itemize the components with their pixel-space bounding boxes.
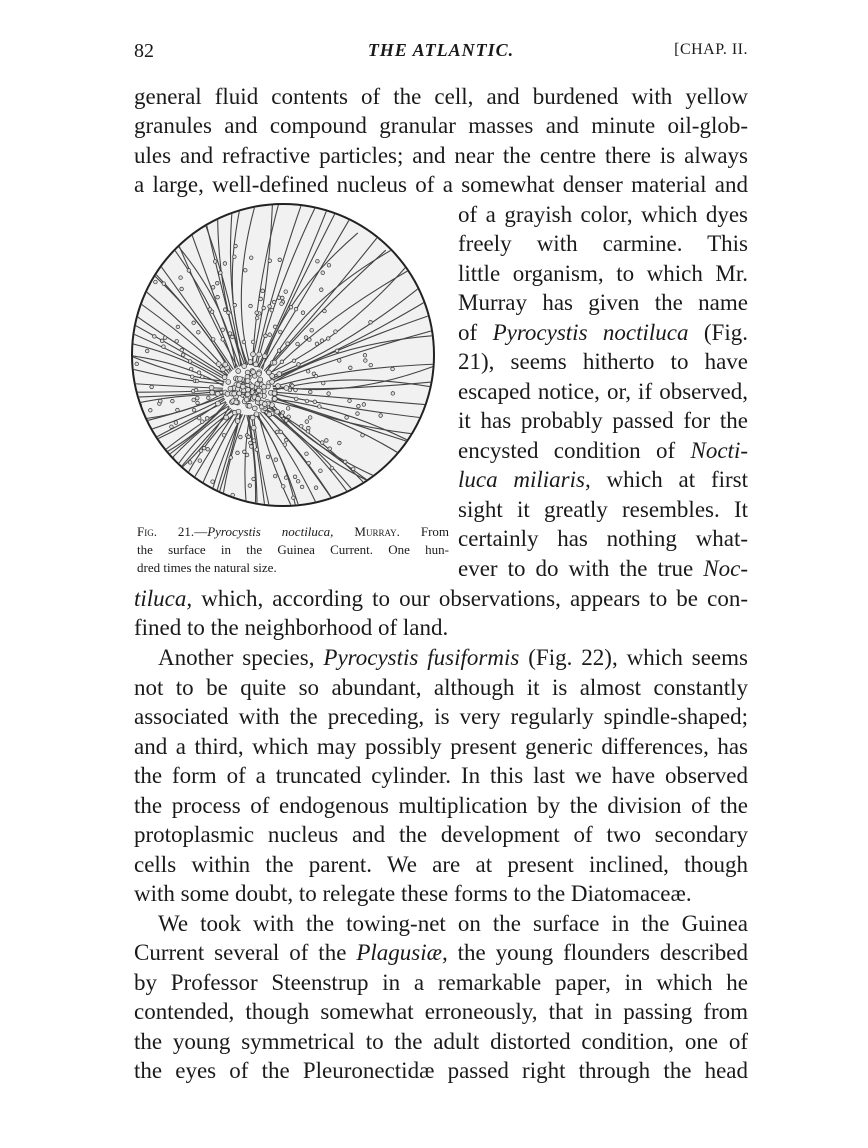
granule-dot xyxy=(321,271,325,275)
granule-dot xyxy=(145,349,149,353)
granule-dot xyxy=(294,388,298,392)
granule-dot xyxy=(255,316,259,320)
granule-dot xyxy=(151,480,155,484)
granule-dot xyxy=(369,363,373,367)
granule-dot xyxy=(135,362,139,366)
granule-dot xyxy=(318,405,322,409)
granule-dot xyxy=(255,448,259,452)
granule-dot xyxy=(289,305,293,309)
granule-dot xyxy=(328,447,332,451)
granule-dot xyxy=(253,362,258,367)
granule-dot xyxy=(379,414,383,418)
granule-dot xyxy=(294,307,298,311)
granule-dot xyxy=(187,269,191,273)
text-line: We took with the towing-net on the surface in the Guinea xyxy=(158,911,748,936)
granule-dot xyxy=(363,353,367,357)
granule-dot xyxy=(215,392,220,397)
granule-dot xyxy=(284,419,288,423)
granule-dot xyxy=(308,416,312,420)
granule-dot xyxy=(308,338,312,342)
granule-dot xyxy=(266,455,270,459)
granule-dot xyxy=(320,339,324,343)
granule-dot xyxy=(284,386,289,391)
granule-dot xyxy=(323,309,327,313)
granule-dot xyxy=(275,409,280,414)
granule-dot xyxy=(315,342,319,346)
granule-dot xyxy=(252,406,257,411)
text-line: the eyes of the Pleuronectidæ passed right through the head xyxy=(134,1058,748,1083)
granule-dot xyxy=(209,385,214,390)
granule-dot xyxy=(219,271,223,275)
granule-dot xyxy=(234,244,238,248)
granule-dot xyxy=(236,369,241,374)
granule-dot xyxy=(149,408,153,412)
text-line: certainly has nothing what- xyxy=(458,526,748,551)
granule-dot xyxy=(281,411,285,415)
granule-dot xyxy=(171,399,175,403)
granule-dot xyxy=(249,256,253,260)
granule-dot xyxy=(255,311,259,315)
granule-dot xyxy=(281,485,285,489)
granule-dot xyxy=(251,340,255,344)
text-line: ever to do with the true Noc- xyxy=(458,556,748,581)
granule-dot xyxy=(307,426,311,430)
text-line: cells within the parent. We are at present inclined, though xyxy=(134,852,748,877)
granule-dot xyxy=(262,306,266,310)
granule-dot xyxy=(229,456,233,460)
granule-dot xyxy=(197,371,201,375)
granule-dot xyxy=(160,339,164,343)
granule-dot xyxy=(206,447,210,451)
granule-dot xyxy=(292,359,296,363)
text-line: ules and refractive particles; and near the centre there is always xyxy=(134,143,748,168)
granule-dot xyxy=(239,435,243,439)
granule-dot xyxy=(277,372,282,377)
granule-dot xyxy=(242,364,247,369)
caption-line: the surface in the Guinea Current. One hun- xyxy=(137,542,449,557)
granule-dot xyxy=(190,375,194,379)
granule-dot xyxy=(348,399,352,403)
granule-dot xyxy=(305,452,309,456)
granule-dot xyxy=(262,402,267,407)
granule-dot xyxy=(159,399,163,403)
granule-dot xyxy=(228,386,233,391)
chapter-label: [CHAP. II. xyxy=(674,41,748,58)
text-line: granules and compound granular masses and minute oil-glob- xyxy=(134,113,748,138)
granule-dot xyxy=(261,289,265,293)
granule-dot xyxy=(176,408,180,412)
granule-dot xyxy=(273,325,277,329)
granule-dot xyxy=(188,360,192,364)
granule-dot xyxy=(259,297,263,301)
text-line: it has probably passed for the xyxy=(458,408,748,433)
granule-dot xyxy=(268,305,272,309)
granule-dot xyxy=(252,477,256,481)
granule-dot xyxy=(264,334,268,338)
granule-dot xyxy=(163,336,167,340)
granule-dot xyxy=(294,397,298,401)
granule-dot xyxy=(192,321,196,325)
granule-dot xyxy=(286,407,290,411)
granule-dot xyxy=(216,295,220,299)
granule-dot xyxy=(391,392,395,396)
granule-dot xyxy=(356,412,360,416)
granule-dot xyxy=(233,303,237,307)
granule-dot xyxy=(207,396,211,400)
granule-dot xyxy=(174,421,178,425)
granule-dot xyxy=(194,388,198,392)
granule-dot xyxy=(251,425,256,430)
pyrocystis-illustration-icon xyxy=(128,200,438,510)
granule-dot xyxy=(202,446,206,450)
granule-dot xyxy=(131,442,135,446)
granule-dot xyxy=(216,362,221,367)
granule-dot xyxy=(208,308,212,312)
granule-dot xyxy=(191,506,195,510)
caption-author: Murray. xyxy=(354,524,400,539)
granule-dot xyxy=(272,300,276,304)
granule-dot xyxy=(305,399,309,403)
granule-dot xyxy=(224,415,229,420)
granule-dot xyxy=(319,469,323,473)
text-line: of a grayish color, which dyes xyxy=(458,202,748,227)
granule-dot xyxy=(198,459,202,463)
granule-dot xyxy=(250,384,255,389)
granule-dot xyxy=(197,416,201,420)
granule-dot xyxy=(251,370,256,375)
granule-dot xyxy=(128,329,129,333)
granule-dot xyxy=(192,408,196,412)
granule-dot xyxy=(239,507,243,510)
granule-dot xyxy=(276,384,281,389)
caption-species: Pyrocystis noctiluca, xyxy=(207,524,334,539)
text-line: freely with carmine. This xyxy=(458,231,748,256)
granule-dot xyxy=(305,420,309,424)
granule-dot xyxy=(334,330,338,334)
text-line: little organism, to which Mr. xyxy=(458,261,748,286)
text-line: the form of a truncated cylinder. In this last we have observed xyxy=(134,763,748,788)
text-line: general fluid contents of the cell, and burdened with yellow xyxy=(134,84,748,109)
granule-dot xyxy=(244,268,248,272)
granule-dot xyxy=(223,262,227,266)
granule-dot xyxy=(223,362,228,367)
granule-dot xyxy=(296,342,300,346)
granule-dot xyxy=(254,412,259,417)
granule-dot xyxy=(150,461,154,465)
caption-label: Fig. 21. xyxy=(137,524,195,539)
granule-dot xyxy=(316,259,320,263)
text-line: a large, well-defined nucleus of a somewhat denser material and xyxy=(134,172,748,197)
granule-dot xyxy=(292,496,296,500)
granule-dot xyxy=(267,412,272,417)
granule-dot xyxy=(272,360,277,365)
granule-dot xyxy=(274,458,278,462)
granule-dot xyxy=(150,385,154,389)
granule-dot xyxy=(280,296,284,300)
granule-dot xyxy=(257,352,262,357)
granule-dot xyxy=(286,342,290,346)
granule-dot xyxy=(199,449,203,453)
granule-dot xyxy=(248,360,253,365)
granule-dot xyxy=(256,371,261,376)
granule-dot xyxy=(391,367,395,371)
granule-dot xyxy=(232,391,237,396)
granule-dot xyxy=(272,396,277,401)
granule-dot xyxy=(211,286,215,290)
text-line: the process of endogenous multiplication by the division of the xyxy=(134,793,748,818)
granule-dot xyxy=(306,369,310,373)
granule-dot xyxy=(231,335,235,339)
granule-dot xyxy=(236,451,240,455)
granule-dot xyxy=(211,480,215,484)
granule-dot xyxy=(153,335,157,339)
text-line: escaped notice, or, if observed, xyxy=(458,379,748,404)
granule-dot xyxy=(243,450,247,454)
granule-dot xyxy=(222,433,226,437)
granule-dot xyxy=(337,359,341,363)
granule-dot xyxy=(278,330,282,334)
granule-dot xyxy=(248,484,252,488)
granule-dot xyxy=(273,474,277,478)
granule-dot xyxy=(345,416,349,420)
granule-dot xyxy=(284,476,288,480)
granule-dot xyxy=(175,339,179,343)
granule-dot xyxy=(192,398,196,402)
granule-dot xyxy=(268,333,272,337)
text-line: by Professor Steenstrup in a remarkable paper, in which he xyxy=(134,970,748,995)
granule-dot xyxy=(296,479,300,483)
text-line: not to be quite so abundant, although it is almost constantly xyxy=(134,675,748,700)
granule-dot xyxy=(325,439,329,443)
text-line: Current several of the Plagusiæ, the young flounders described xyxy=(134,940,748,965)
granule-dot xyxy=(338,441,342,445)
text-line: luca miliaris, which at first xyxy=(458,467,749,492)
granule-dot xyxy=(154,280,158,284)
granule-dot xyxy=(180,348,184,352)
figure-caption: Fig. 21.—Pyrocystis noctiluca, Murray. From the surface in the Guinea Current. One hun- dred times the natural size. xyxy=(137,524,450,575)
granule-dot xyxy=(249,441,253,445)
granule-dot xyxy=(308,390,312,394)
granule-dot xyxy=(188,461,192,465)
granule-dot xyxy=(278,258,282,262)
running-title: THE ATLANTIC. xyxy=(367,40,515,60)
granule-dot xyxy=(247,403,252,408)
granule-dot xyxy=(270,380,275,385)
granule-dot xyxy=(314,374,318,378)
granule-dot xyxy=(275,430,279,434)
granule-dot xyxy=(287,415,291,419)
granule-dot xyxy=(351,467,355,471)
granule-dot xyxy=(364,359,368,363)
granule-dot xyxy=(301,311,305,315)
granule-dot xyxy=(128,445,131,449)
granule-dot xyxy=(310,328,314,332)
granule-dot xyxy=(319,288,323,292)
granule-dot xyxy=(226,380,231,385)
granule-dot xyxy=(245,392,250,397)
granule-dot xyxy=(249,304,253,308)
granule-dot xyxy=(326,337,330,341)
granule-dot xyxy=(250,415,255,420)
granule-dot xyxy=(361,433,365,437)
text-line: 21), seems hitherto to have xyxy=(458,349,748,374)
text-line: associated with the preceding, is very regularly spindle-shaped; xyxy=(134,704,748,729)
granule-dot xyxy=(300,485,304,489)
granule-dot xyxy=(215,281,219,285)
page-number: 82 xyxy=(134,40,154,62)
granule-dot xyxy=(195,379,199,383)
granule-dot xyxy=(131,417,135,421)
text-line: contended, though somewhat erroneously, that in passing from xyxy=(134,999,748,1024)
granule-dot xyxy=(228,332,232,336)
granule-dot xyxy=(284,290,288,294)
granule-dot xyxy=(258,377,263,382)
granule-dot xyxy=(197,330,201,334)
granule-dot xyxy=(162,282,166,286)
granule-dot xyxy=(270,374,275,379)
granule-dot xyxy=(357,404,361,408)
granule-dot xyxy=(300,424,304,428)
granule-dot xyxy=(170,425,174,429)
text-line: sight it greatly resembles. It xyxy=(458,497,748,522)
granule-dot xyxy=(362,403,366,407)
granule-dot xyxy=(200,420,204,424)
granule-dot xyxy=(280,360,284,364)
granule-dot xyxy=(196,401,200,405)
granule-dot xyxy=(245,453,249,457)
text-line: of Pyrocystis noctiluca (Fig. xyxy=(458,320,748,345)
granule-dot xyxy=(304,336,308,340)
granule-dot xyxy=(327,263,331,267)
granule-dot xyxy=(272,391,277,396)
granule-dot xyxy=(297,363,301,367)
granule-dot xyxy=(164,507,168,510)
granule-dot xyxy=(189,367,193,371)
granule-dot xyxy=(172,471,176,475)
granule-dot xyxy=(221,338,225,342)
granule-dot xyxy=(242,340,246,344)
granule-dot xyxy=(205,489,209,493)
granule-dot xyxy=(216,401,221,406)
granule-dot xyxy=(335,349,339,353)
granule-dot xyxy=(179,276,183,280)
granule-dot xyxy=(279,430,283,434)
text-line: the young symmetrical to the adult distorted condition, one of xyxy=(134,1029,748,1054)
granule-dot xyxy=(330,466,334,470)
granule-dot xyxy=(307,461,311,465)
granule-dot xyxy=(238,377,243,382)
text-line: protoplasmic nucleus and the development of two secondary xyxy=(134,822,748,847)
granule-dot xyxy=(349,366,353,370)
granule-dot xyxy=(343,460,347,464)
granule-dot xyxy=(246,387,251,392)
granule-dot xyxy=(244,397,249,402)
granule-dot xyxy=(291,384,295,388)
granule-dot xyxy=(227,311,231,315)
granule-dot xyxy=(293,475,297,479)
granule-dot xyxy=(321,381,325,385)
granule-dot xyxy=(180,287,184,291)
granule-dot xyxy=(284,438,288,442)
text-line: and a third, which may possibly present generic differences, has xyxy=(134,734,748,759)
granule-dot xyxy=(162,345,166,349)
granule-dot xyxy=(236,409,241,414)
granule-dot xyxy=(210,390,215,395)
granule-dot xyxy=(181,353,185,357)
granule-dot xyxy=(256,388,261,393)
granule-dot xyxy=(225,392,230,397)
granule-dot xyxy=(277,349,281,353)
text-line: tiluca, which, according to our observations, appears to be con- xyxy=(134,586,748,611)
granule-dot xyxy=(222,375,227,380)
granule-dot xyxy=(241,384,246,389)
text-line: Another species, Pyrocystis fusiformis (Fig. 22), which seems xyxy=(158,645,748,670)
text-line: with some doubt, to relegate these forms to the Diatomaceæ. xyxy=(134,881,692,906)
granule-dot xyxy=(314,486,318,490)
granule-dot xyxy=(211,338,215,342)
granule-dot xyxy=(262,384,267,389)
granule-dot xyxy=(221,328,225,332)
granule-dot xyxy=(250,445,254,449)
granule-dot xyxy=(262,354,267,359)
granule-dot xyxy=(245,379,250,384)
text-line: encysted condition of Nocti- xyxy=(458,438,748,463)
granule-dot xyxy=(176,325,180,329)
granule-dot xyxy=(235,419,240,424)
granule-dot xyxy=(280,302,284,306)
granule-dot xyxy=(195,396,199,400)
granule-dot xyxy=(129,333,133,337)
granule-dot xyxy=(233,255,237,259)
granule-dot xyxy=(133,425,137,429)
granule-dot xyxy=(369,321,373,325)
granule-dot xyxy=(320,441,324,445)
granule-dot xyxy=(200,375,204,379)
granule-dot xyxy=(223,308,227,312)
caption-from: From xyxy=(420,524,450,539)
running-header xyxy=(134,36,748,70)
granule-dot xyxy=(327,392,331,396)
granule-dot xyxy=(268,259,272,263)
granule-dot xyxy=(205,416,209,420)
granule-dot xyxy=(247,435,251,439)
text-line: fined to the neighborhood of land. xyxy=(134,615,449,640)
text-line: Murray has given the name xyxy=(458,290,748,315)
caption-line: dred times the natural size. xyxy=(137,560,277,575)
granule-dot xyxy=(174,487,178,491)
granule-dot xyxy=(270,308,274,312)
granule-dot xyxy=(252,439,256,443)
granule-dot xyxy=(283,443,287,447)
granule-dot xyxy=(251,352,256,357)
granule-dot xyxy=(213,260,217,264)
granule-dot xyxy=(234,400,239,405)
granule-dot xyxy=(313,400,317,404)
